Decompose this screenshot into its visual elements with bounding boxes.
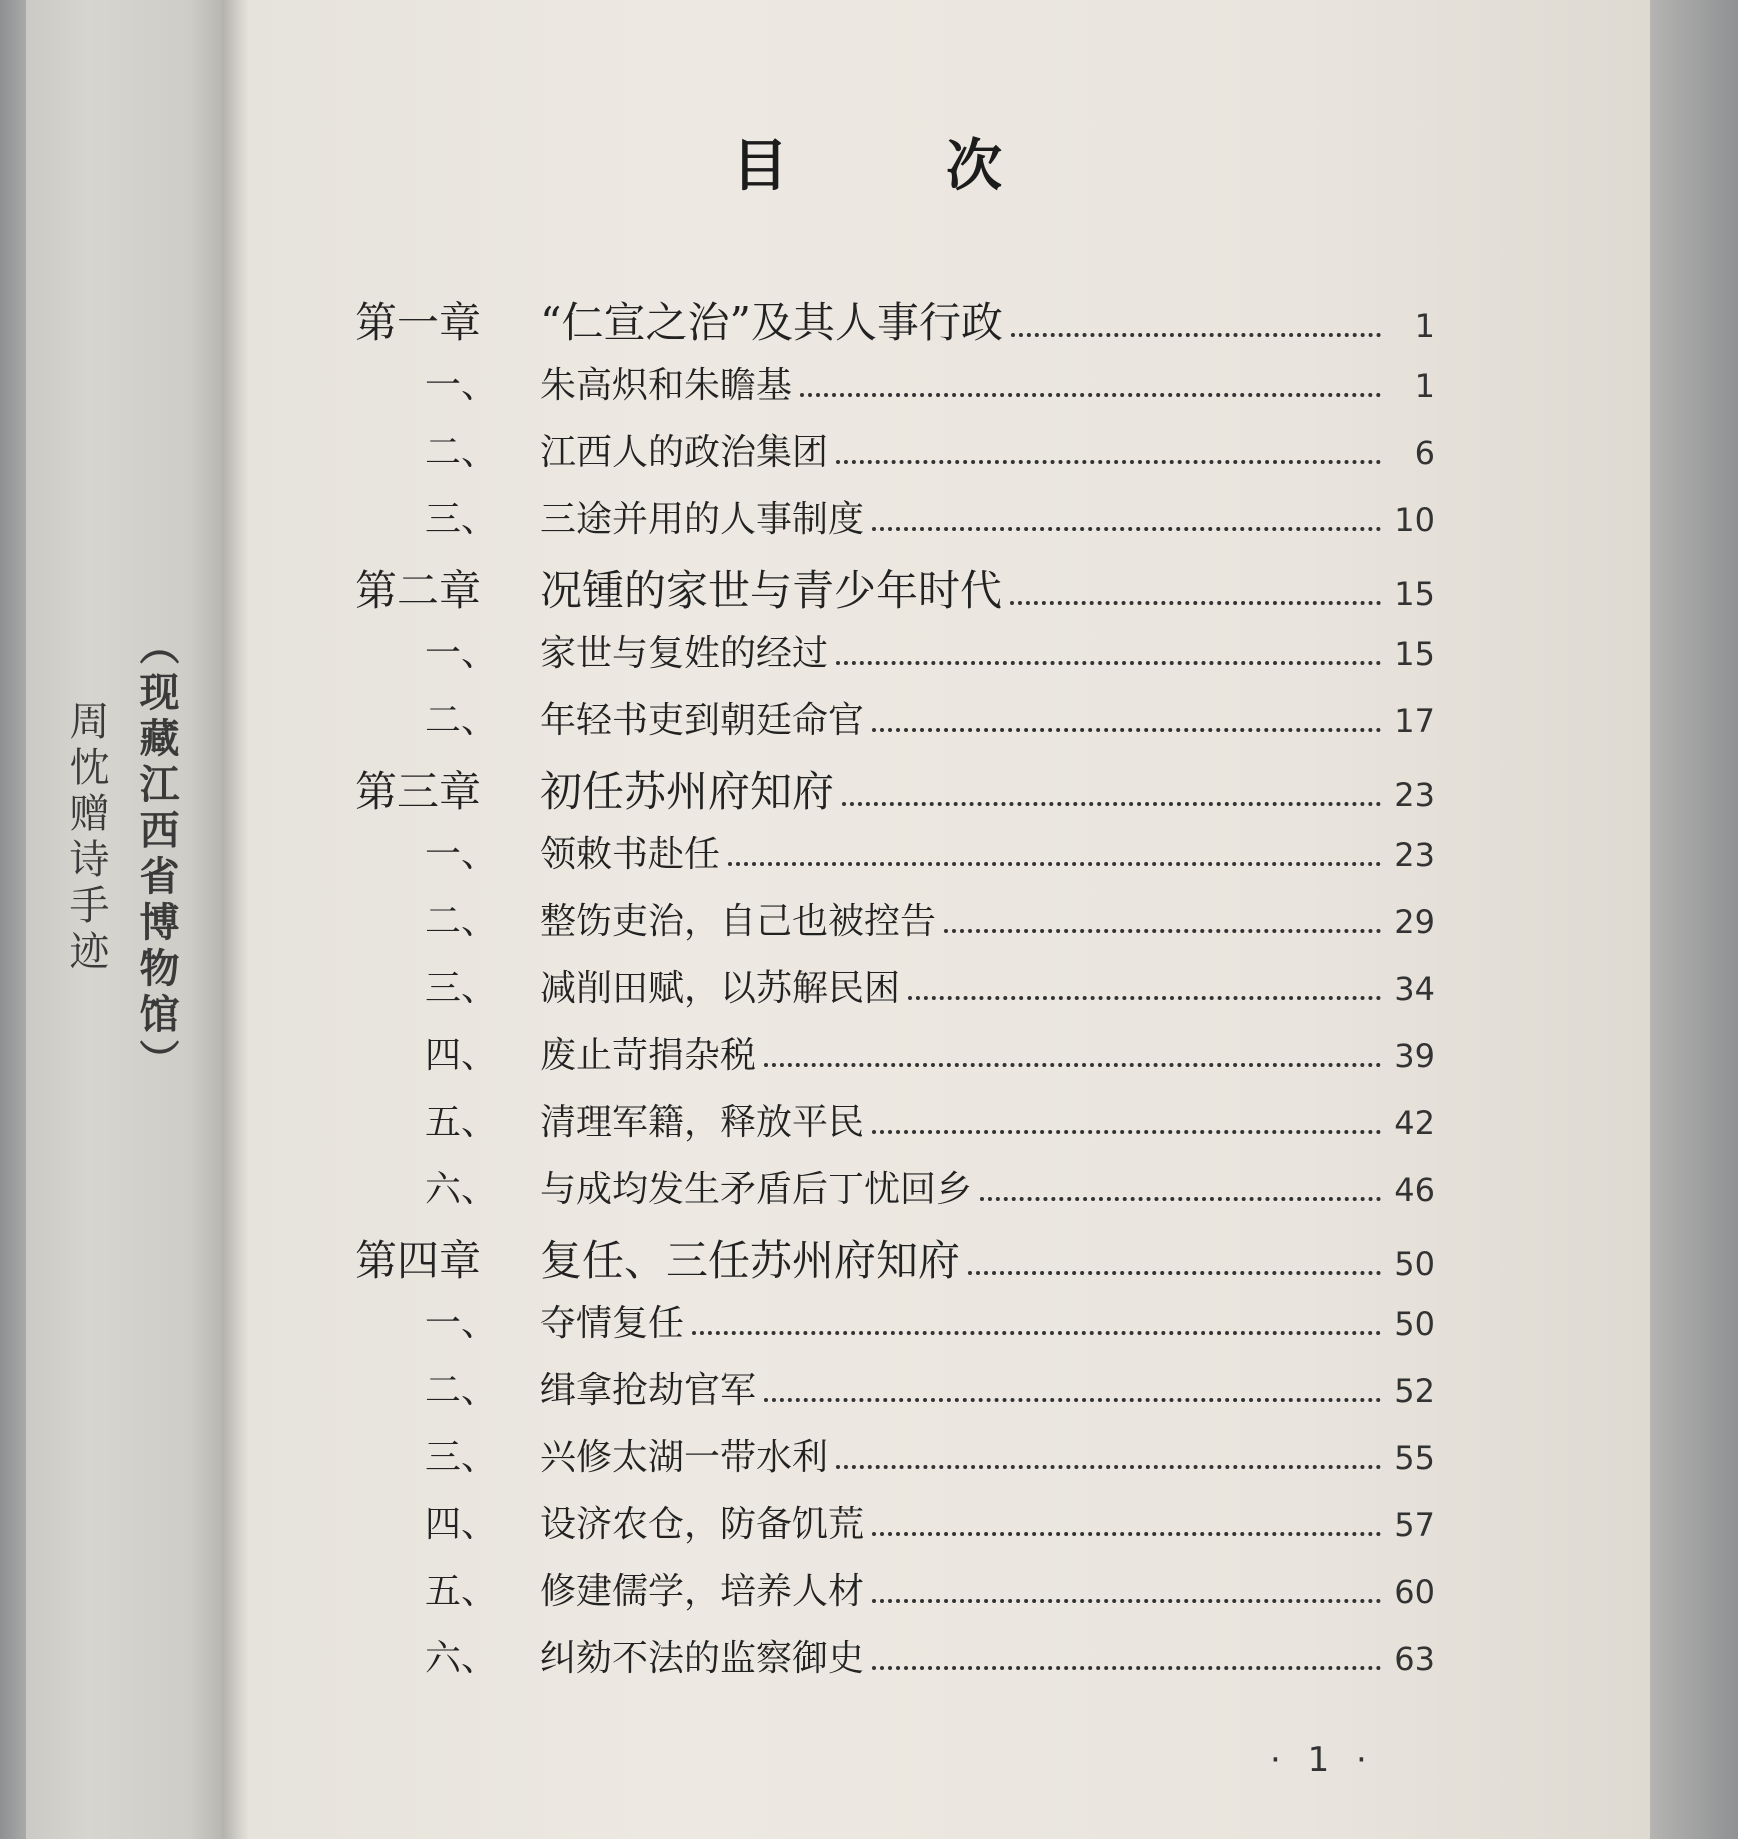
toc-entry-number: 第四章 xyxy=(355,1236,482,1285)
dot-leader xyxy=(836,1465,1381,1469)
toc-entry-page: 50 xyxy=(1394,1245,1435,1283)
toc-entry-title: 况锺的家世与青少年时代 xyxy=(540,566,1003,615)
dot-leader xyxy=(872,527,1381,531)
toc-entry-title: 纠劾不法的监察御史 xyxy=(540,1638,865,1679)
toc-entry-number: 二、 xyxy=(425,432,498,473)
toc-entry-title: 朱高炽和朱瞻基 xyxy=(540,365,793,406)
dot-leader xyxy=(800,393,1381,397)
toc-entry-number: 二、 xyxy=(425,901,498,942)
toc-entry-number: 一、 xyxy=(425,1303,498,1344)
toc-entry-number: 六、 xyxy=(425,1169,498,1210)
toc-entry-page: 29 xyxy=(1394,903,1435,941)
dot-leader xyxy=(872,1130,1381,1134)
dot-leader xyxy=(842,802,1381,806)
toc-entry-title: 初任苏州府知府 xyxy=(540,767,835,816)
toc-section-entry xyxy=(355,1563,1435,1630)
dot-leader xyxy=(728,862,1381,866)
toc-chapter-entry xyxy=(355,290,1435,357)
toc-section-entry xyxy=(355,1496,1435,1563)
toc-entry-number: 四、 xyxy=(425,1035,498,1076)
toc-section-entry xyxy=(355,692,1435,759)
toc-section-entry xyxy=(355,893,1435,960)
dot-leader xyxy=(764,1063,1381,1067)
toc-section-entry xyxy=(355,424,1435,491)
dot-leader xyxy=(764,1398,1381,1402)
toc-section-entry xyxy=(355,826,1435,893)
toc-entry-page: 1 xyxy=(1414,367,1435,405)
toc-entry-title: 家世与复姓的经过 xyxy=(540,633,829,674)
dot-leader xyxy=(872,1599,1381,1603)
toc-chapter-entry xyxy=(355,558,1435,625)
toc-entry-page: 1 xyxy=(1414,307,1435,345)
toc-entry-number: 六、 xyxy=(425,1638,498,1679)
dot-leader xyxy=(1011,333,1381,337)
toc-entry-title: 清理军籍，释放平民 xyxy=(540,1102,865,1143)
dot-leader xyxy=(908,996,1381,1000)
title-char-1: 目 xyxy=(732,133,788,199)
toc-section-entry xyxy=(355,1362,1435,1429)
table-of-contents xyxy=(355,290,1435,1697)
toc-entry-number: 第一章 xyxy=(355,298,482,347)
toc-entry-page: 42 xyxy=(1394,1104,1435,1142)
toc-entry-title: 减削田赋，以苏解民困 xyxy=(540,968,901,1009)
toc-entry-page: 39 xyxy=(1394,1037,1435,1075)
dot-leader xyxy=(872,1666,1381,1670)
toc-entry-number: 三、 xyxy=(425,968,498,1009)
toc-entry-number: 五、 xyxy=(425,1571,498,1612)
toc-entry-number: 一、 xyxy=(425,633,498,674)
toc-entry-title: 缉拿抢劫官军 xyxy=(540,1370,757,1411)
book-gutter xyxy=(222,0,248,1839)
toc-entry-number: 一、 xyxy=(425,365,498,406)
toc-entry-page: 15 xyxy=(1394,635,1435,673)
toc-entry-number: 三、 xyxy=(425,499,498,540)
toc-entry-title: 兴修太湖一带水利 xyxy=(540,1437,829,1478)
toc-entry-title: 废止苛捐杂税 xyxy=(540,1035,757,1076)
toc-section-entry xyxy=(355,1429,1435,1496)
title-char-2: 次 xyxy=(946,133,1002,199)
toc-entry-page: 17 xyxy=(1394,702,1435,740)
toc-entry-number: 第二章 xyxy=(355,566,482,615)
toc-entry-title: 设济农仓，防备饥荒 xyxy=(540,1504,865,1545)
toc-entry-number: 二、 xyxy=(425,700,498,741)
toc-entry-title: 修建儒学，培养人材 xyxy=(540,1571,865,1612)
toc-entry-title: 与成均发生矛盾后丁忧回乡 xyxy=(540,1169,973,1210)
toc-entry-page: 10 xyxy=(1394,501,1435,539)
background-strip xyxy=(1650,0,1738,1839)
toc-chapter-entry xyxy=(355,759,1435,826)
facing-page-edge xyxy=(0,0,26,1839)
toc-entry-title: 整饬吏治，自己也被控告 xyxy=(540,901,937,942)
image-caption: 周忱赠诗手迹 xyxy=(63,700,109,976)
toc-entry-page: 6 xyxy=(1414,434,1435,472)
toc-chapter-entry xyxy=(355,1228,1435,1295)
toc-entry-page: 46 xyxy=(1394,1171,1435,1209)
toc-entry-title: 年轻书吏到朝廷命官 xyxy=(540,700,865,741)
toc-entry-page: 50 xyxy=(1394,1305,1435,1343)
dot-leader xyxy=(836,460,1381,464)
toc-section-entry xyxy=(355,1295,1435,1362)
image-caption-source: （现藏江西省博物馆） xyxy=(133,625,180,1085)
toc-entry-page: 55 xyxy=(1394,1439,1435,1477)
toc-entry-page: 52 xyxy=(1394,1372,1435,1410)
toc-entry-number: 四、 xyxy=(425,1504,498,1545)
toc-entry-page: 63 xyxy=(1394,1640,1435,1678)
dot-leader xyxy=(872,728,1381,732)
facing-page xyxy=(0,0,222,1839)
toc-entry-page: 60 xyxy=(1394,1573,1435,1611)
dot-leader xyxy=(1010,601,1381,605)
dot-leader xyxy=(836,661,1381,665)
dot-leader xyxy=(692,1331,1381,1335)
page-title xyxy=(732,122,1002,202)
toc-entry-page: 34 xyxy=(1394,970,1435,1008)
dot-leader xyxy=(968,1271,1381,1275)
toc-section-entry xyxy=(355,1630,1435,1697)
toc-entry-page: 15 xyxy=(1394,575,1435,613)
toc-entry-page: 57 xyxy=(1394,1506,1435,1544)
dot-leader xyxy=(980,1197,1381,1201)
toc-entry-number: 一、 xyxy=(425,834,498,875)
toc-entry-title: 江西人的政治集团 xyxy=(540,432,829,473)
toc-section-entry xyxy=(355,1161,1435,1228)
toc-entry-number: 第三章 xyxy=(355,767,482,816)
toc-section-entry xyxy=(355,1094,1435,1161)
toc-section-entry xyxy=(355,960,1435,1027)
toc-entry-page: 23 xyxy=(1394,836,1435,874)
toc-entry-title: 复任、三任苏州府知府 xyxy=(540,1236,961,1285)
toc-section-entry xyxy=(355,491,1435,558)
toc-section-entry xyxy=(355,625,1435,692)
toc-section-entry xyxy=(355,357,1435,424)
toc-entry-number: 二、 xyxy=(425,1370,498,1411)
dot-leader xyxy=(944,929,1381,933)
toc-entry-title: 夺情复任 xyxy=(540,1303,685,1344)
toc-entry-page: 23 xyxy=(1394,776,1435,814)
toc-entry-number: 五、 xyxy=(425,1102,498,1143)
toc-entry-title: 领敕书赴任 xyxy=(540,834,721,875)
dot-leader xyxy=(872,1532,1381,1536)
toc-section-entry xyxy=(355,1027,1435,1094)
toc-entry-title: 三途并用的人事制度 xyxy=(540,499,865,540)
page-number: · 1 · xyxy=(1270,1740,1375,1780)
toc-entry-number: 三、 xyxy=(425,1437,498,1478)
toc-entry-title: “仁宣之治”及其人事行政 xyxy=(540,298,1003,347)
